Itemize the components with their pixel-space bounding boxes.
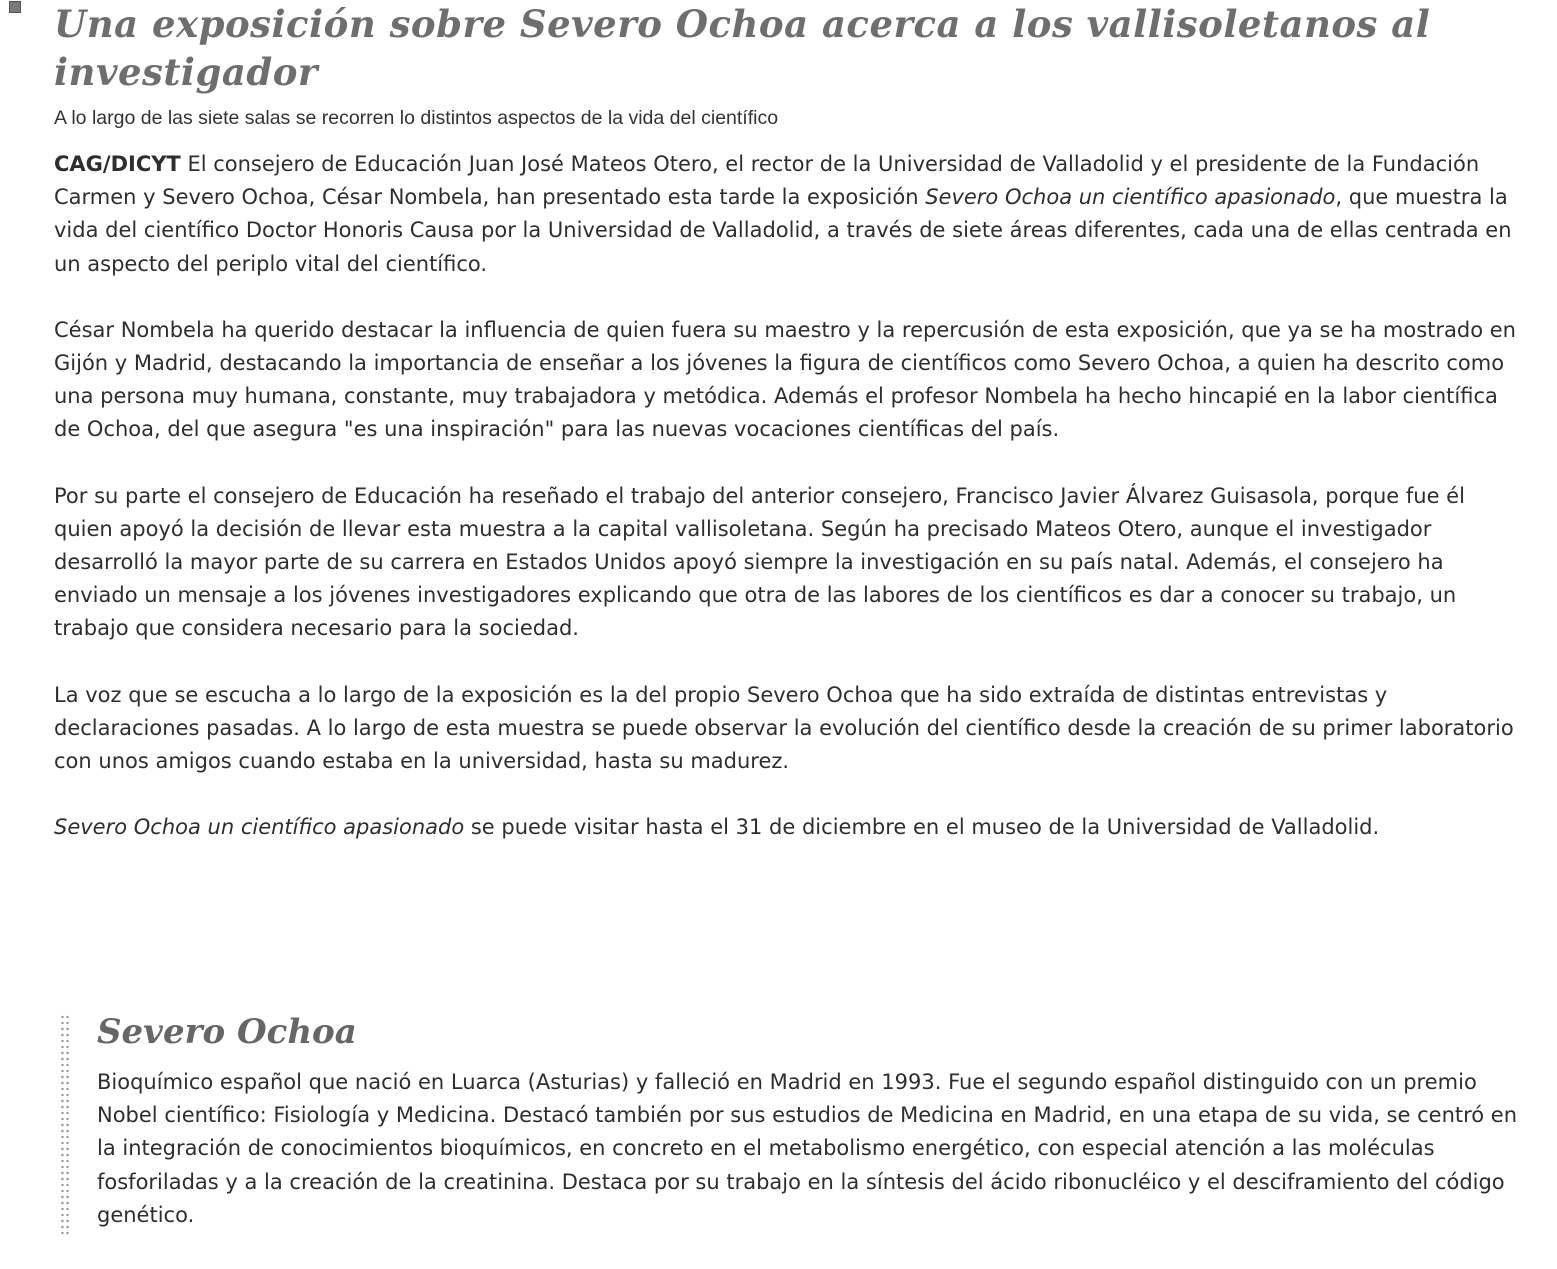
- paragraph-1-text-b: , que muestra la vida del científico Doctor Honoris Causa por la Universidad de Valladolid, a través de siete áreas diferentes, cada una de ellas centrada en un aspecto del periplo vital del científico.: [54, 185, 1512, 276]
- agency-byline: CAG/DICYT: [54, 152, 181, 176]
- biography-box: [60, 1010, 1540, 1232]
- paragraph-1-text-a: El consejero de Educación Juan José Mateos Otero, el rector de la Universidad de Valladolid y el presidente de la Fundación Carmen y Severo Ochoa, César Nombela, han presentado esta tarde la exposición: [54, 152, 1480, 210]
- article-paragraph-2: César Nombela ha querido destacar la influencia de quien fuera su maestro y la repercusión de esta exposición, que ya se ha mostrado en Gijón y Madrid, destacando la importancia de enseñar a los jóvenes la figura de científicos como Severo Ochoa, a quien ha descrito como una persona muy humana, constante, muy trabajadora y metódica. Además el profesor Nombela ha hecho hincapié en la labor científica de Ochoa, del que asegura "es una inspiración" para las nuevas vocaciones científicas del país.: [54, 317, 1516, 442]
- headline: Una exposición sobre Severo Ochoa acerca a los vallisoletanos al investigador: [54, 2, 1431, 94]
- article-paragraph-3: Por su parte el consejero de Educación ha reseñado el trabajo del anterior consejero, Francisco Javier Álvarez Guisasola, porque fue él quien apoyó la decisión de llevar esta muestra a la capital vallisoletana. Según ha precisado Mateos Otero, aunque el investigador desarrolló la mayor parte de su carrera en Estados Unidos apoyó siempre la investigación en su país natal. Además, el consejero ha enviado un mensaje a los jóvenes investigadores explicando que otra de las labores de los científicos es dar a conocer su trabajo, un trabajo que considera necesario para la sociedad.: [54, 483, 1465, 641]
- biography-title: Severo Ochoa: [97, 1012, 357, 1052]
- exhibition-title: Severo Ochoa un científico apasionado: [925, 185, 1336, 210]
- dotted-border: [60, 1014, 70, 1236]
- headline-bullet-icon: [9, 1, 21, 13]
- biography-text: Bioquímico español que nació en Luarca (Asturias) y falleció en Madrid en 1993. Fue el segundo español distinguido con un premio Nobel científico: Fisiología y Medicina. Destacó también por sus estudios de Medicina en Madrid, en una etapa de su vida, se centró en la integración de conocimientos bioquímicos, en concreto en el metabolismo energético, con especial atención a las moléculas fosforiladas y a la creación de la creatinina. Destaca por su trabajo en la síntesis del ácido ribonucléico y el desciframiento del código genético.: [97, 1070, 1518, 1227]
- exhibition-title-2: Severo Ochoa un científico apasionado: [54, 815, 465, 840]
- subtitle: A lo largo de las siete salas se recorren lo distintos aspectos de la vida del científico: [54, 107, 779, 129]
- article-body: [54, 148, 1529, 877]
- paragraph-5-text: se puede visitar hasta el 31 de diciembre en el museo de la Universidad de Valladolid.: [464, 815, 1380, 840]
- article-paragraph-1: [54, 148, 1529, 281]
- article-paragraph-4: La voz que se escucha a lo largo de la exposición es la del propio Severo Ochoa que ha sido extraída de distintas entrevistas y declaraciones pasadas. A lo largo de esta muestra se puede observar la evolución del científico desde la creación de su primer laboratorio con unos amigos cuando estaba en la universidad, hasta su madurez.: [54, 682, 1514, 774]
- article-paragraph-5: [54, 811, 1529, 844]
